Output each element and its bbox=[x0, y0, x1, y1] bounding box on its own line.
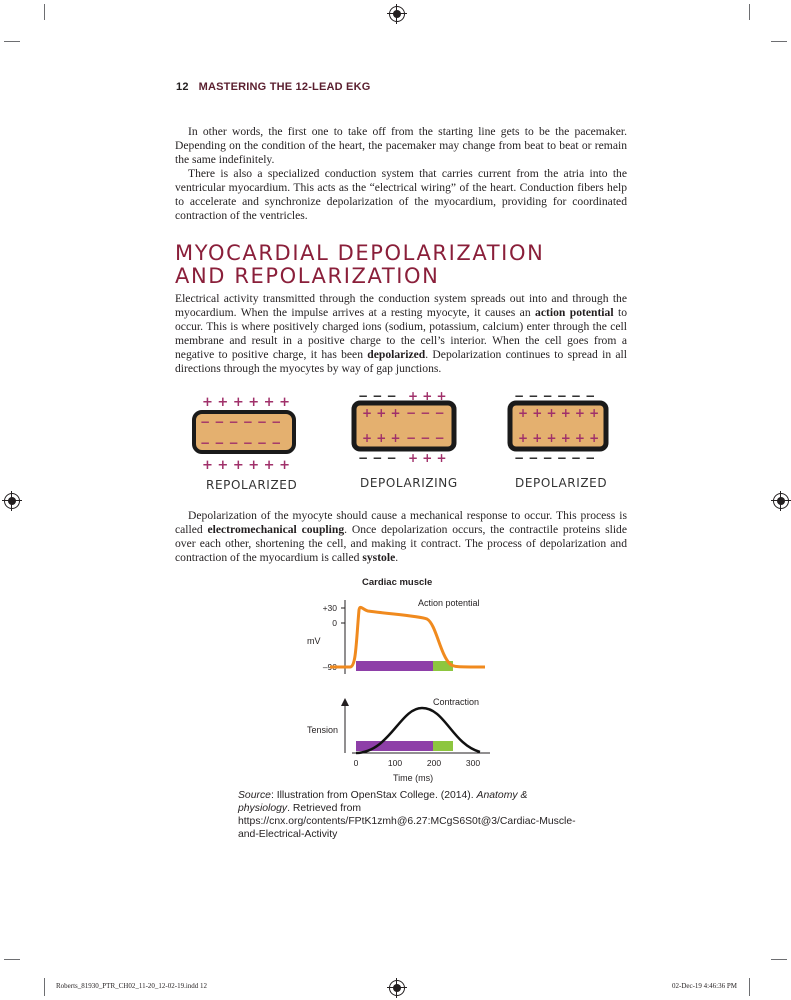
crop-mark bbox=[771, 41, 787, 42]
term-systole: systole bbox=[362, 551, 396, 564]
xtick-200: 200 bbox=[426, 758, 442, 768]
action-potential-label: Action potential bbox=[418, 598, 480, 608]
svg-text:− − −: − − − bbox=[358, 451, 397, 465]
svg-text:+ + + + + +: + + + + + + bbox=[202, 458, 290, 470]
crop-mark bbox=[4, 959, 20, 960]
crop-mark bbox=[771, 959, 787, 960]
svg-text:− − −: − − − bbox=[406, 431, 445, 445]
crop-mark bbox=[749, 4, 750, 20]
footer-date: 02-Dec-19 4:46:36 PM bbox=[672, 982, 737, 990]
action-potential-curve bbox=[330, 607, 485, 667]
section-heading bbox=[175, 242, 544, 288]
cardiac-muscle-figure bbox=[290, 574, 500, 788]
running-title: MASTERING THE 12-LEAD EKG bbox=[198, 81, 371, 93]
xlabel-time: Time (ms) bbox=[393, 773, 434, 783]
registration-mark-icon bbox=[4, 493, 20, 509]
paragraph-pacemaker: In other words, the first one to take off from the starting line gets to be the pacemaker. Depending on the condition of the heart, the pacemaker may change from beat to beat or remain the same indefinitely. bbox=[175, 125, 627, 166]
crop-mark bbox=[44, 978, 45, 996]
svg-text:+ + +: + + + bbox=[408, 389, 447, 403]
xtick-300: 300 bbox=[465, 758, 481, 768]
ytick-0: 0 bbox=[332, 618, 337, 628]
term-electromechanical-coupling: electromechanical coupling bbox=[207, 523, 345, 536]
svg-text:+ + + + + +: + + + + + + bbox=[518, 406, 600, 420]
svg-text:− − − − − −: − − − − − − bbox=[200, 415, 282, 429]
xtick-100: 100 bbox=[387, 758, 403, 768]
ylabel-tension: Tension bbox=[307, 725, 339, 735]
tension-arrow-icon bbox=[341, 698, 349, 706]
section-heading-line-2: AND REPOLARIZATION bbox=[175, 264, 440, 288]
svg-text:− − − − − −: − − − − − − bbox=[514, 389, 596, 403]
term-depolarized: depolarized bbox=[367, 348, 426, 361]
crop-mark bbox=[4, 41, 20, 42]
ytick-minus90: –90 bbox=[322, 662, 337, 672]
repolarized-cell bbox=[194, 395, 294, 470]
svg-text:+ + + + + +: + + + + + + bbox=[518, 431, 600, 445]
svg-text:− − −: − − − bbox=[358, 389, 397, 403]
crop-mark bbox=[749, 978, 750, 996]
footer-file: Roberts_81930_PTR_CH02_11-20_12-02-19.indd 12 bbox=[56, 982, 208, 990]
ytick-plus30: +30 bbox=[322, 603, 337, 613]
myocyte-illustrations bbox=[180, 386, 630, 470]
paragraph-systole: Depolarization of the myocyte should cause a mechanical response to occur. This process is called electromechanical coupling. Once depolarization occurs, the contractile proteins slide over each other, shortening the cell, and making it contract. The process of depolarization and contraction of the myocardium is called systole. bbox=[175, 509, 627, 564]
running-header bbox=[176, 81, 371, 93]
svg-text:+ + +: + + + bbox=[408, 451, 447, 465]
svg-text:+ + +: + + + bbox=[362, 431, 401, 445]
paragraph-conduction-system: There is also a specialized conduction system that carries current from the atria into the ventricular myocardium. This acts as the “electrical wiring” of the heart. Conduction fibers help to accelerate and synchronize depolarization of the myocardium, providing for coordinated contraction of the ventricles. bbox=[175, 167, 627, 222]
ylabel-mv: mV bbox=[307, 636, 321, 646]
svg-text:− − −: − − − bbox=[406, 406, 445, 420]
contraction-label: Contraction bbox=[433, 697, 480, 707]
registration-mark-icon bbox=[389, 6, 405, 22]
paragraph-depolarization: Electrical activity transmitted through the conduction system spreads out into and through the myocardium. When the impulse arrives at a resting myocyte, it causes an action potential to occur. This is where positively charged ions (sodium, potassium, calcium) enter through the cell membrane and result in a positive charge to the cell’s interior. When the cell goes from a negative to positive charge, it has been depolarized. Depolarization continues to spread in all directions through the myocytes by way of gap junctions. bbox=[175, 292, 627, 375]
label-depolarizing: DEPOLARIZING bbox=[360, 476, 458, 490]
crop-mark bbox=[44, 4, 45, 20]
svg-text:− − − − − −: − − − − − − bbox=[514, 451, 596, 465]
xtick-0: 0 bbox=[353, 758, 359, 768]
term-action-potential: action potential bbox=[535, 306, 614, 319]
absolute-refractory-bar bbox=[356, 661, 433, 671]
figure-title: Cardiac muscle bbox=[362, 577, 433, 588]
page-number: 12 bbox=[176, 81, 189, 93]
label-repolarized: REPOLARIZED bbox=[206, 478, 298, 492]
section-heading-line-1: MYOCARDIAL DEPOLARIZATION bbox=[175, 241, 545, 265]
svg-text:+ + +: + + + bbox=[362, 406, 401, 420]
svg-text:+ + + + + +: + + + + + + bbox=[202, 395, 290, 410]
registration-mark-icon bbox=[389, 980, 405, 996]
figure-source-citation: Source: Illustration from OpenStax College. (2014). Anatomy & physiology. Retrieved from https://cnx.org/contents/FPtK1zmh@6.27:MCgS6S0t@3/Cardiac-Muscle-and-Electrical-Activity bbox=[238, 790, 576, 840]
registration-mark-icon bbox=[773, 493, 789, 509]
depolarized-cell bbox=[510, 389, 606, 465]
label-depolarized: DEPOLARIZED bbox=[515, 476, 608, 490]
depolarizing-cell bbox=[354, 389, 454, 465]
svg-text:− − − − − −: − − − − − − bbox=[200, 436, 282, 450]
